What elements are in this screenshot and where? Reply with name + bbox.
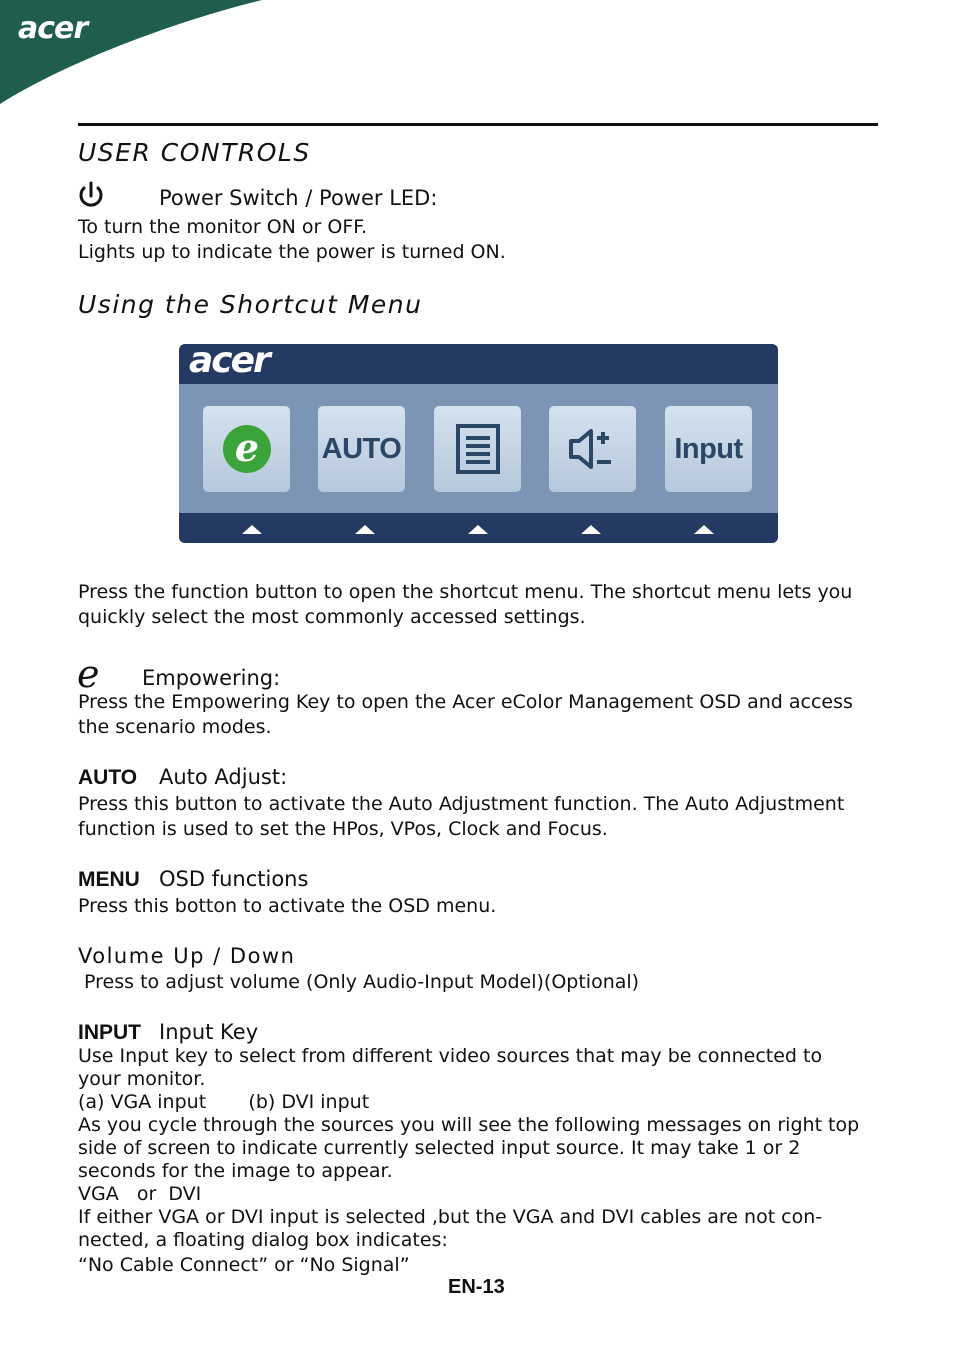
header-rule — [78, 123, 878, 126]
osd-auto-label: AUTO — [321, 432, 402, 465]
input-text-line: seconds for the image to appear. — [78, 1160, 393, 1182]
input-text-line: your monitor. — [78, 1068, 206, 1090]
empowering-text-1: Press the Empowering Key to open the Acer eColor Management OSD and access — [78, 691, 853, 713]
acer-logo: acer — [18, 11, 88, 46]
osd-volume-button[interactable] — [549, 406, 636, 492]
power-text-1: To turn the monitor ON or OFF. — [78, 216, 368, 238]
osd-acer-logo: acer — [189, 344, 269, 381]
input-description — [78, 1045, 859, 1278]
volume-icon — [567, 426, 619, 472]
osd-bottom-bar — [179, 513, 778, 543]
page-title: USER CONTROLS — [78, 138, 311, 167]
input-heading: Input Key — [159, 1020, 259, 1044]
auto-text-2: function is used to set the HPos, VPos, Clock and Focus. — [78, 818, 608, 840]
empowering-heading: Empowering: — [142, 666, 281, 690]
arrow-up-icon — [581, 525, 601, 534]
empowering-text-2: the scenario modes. — [78, 716, 272, 738]
auto-text-1: Press this button to activate the Auto Adjustment function. The Auto Adjustment — [78, 793, 845, 815]
header-corner-band — [0, 0, 270, 110]
input-text-line: Use Input key to select from different video sources that may be connected to — [78, 1045, 823, 1067]
power-text-2: Lights up to indicate the power is turned ON. — [78, 241, 506, 263]
input-text-line: side of screen to indicate currently selected input source. It may take 1 or 2 — [78, 1137, 801, 1159]
auto-key-label: AUTO — [78, 766, 138, 789]
menu-heading: OSD functions — [159, 867, 309, 891]
arrow-up-icon — [242, 525, 262, 534]
osd-auto-button[interactable] — [318, 406, 405, 492]
intro-text-1: Press the function button to open the shortcut menu. The shortcut menu lets you — [78, 581, 853, 603]
power-heading: Power Switch / Power LED: — [159, 186, 438, 210]
osd-menu-button[interactable] — [434, 406, 521, 492]
input-text-line: (a) VGA input (b) DVI input — [78, 1091, 370, 1113]
input-text-line: If either VGA or DVI input is selected ,but the VGA and DVI cables are not con- — [78, 1206, 823, 1228]
auto-heading: Auto Adjust: — [159, 765, 288, 789]
page-number: EN-13 — [448, 1276, 505, 1298]
arrow-up-icon — [468, 525, 488, 534]
osd-input-button[interactable] — [665, 406, 752, 492]
input-text-line: “No Cable Connect” or “No Signal” — [78, 1254, 410, 1276]
input-text-line: nected, a floating dialog box indicates: — [78, 1229, 448, 1251]
power-icon — [77, 181, 105, 211]
input-key-label: INPUT — [78, 1021, 141, 1044]
osd-empowering-button[interactable] — [203, 406, 290, 492]
menu-text-1: Press this botton to activate the OSD menu. — [78, 895, 497, 917]
intro-text-2: quickly select the most commonly accessed settings. — [78, 606, 586, 628]
empowering-e-icon: e — [77, 652, 100, 696]
arrow-up-icon — [694, 525, 714, 534]
osd-input-label: Input — [674, 432, 743, 465]
shortcut-heading: Using the Shortcut Menu — [78, 290, 423, 319]
input-text-line: VGA or DVI — [78, 1183, 202, 1205]
ecolor-e-icon — [221, 423, 273, 475]
volume-text-1: Press to adjust volume (Only Audio-Input Model)(Optional) — [78, 971, 640, 993]
input-text-line: As you cycle through the sources you will see the following messages on right top — [78, 1114, 860, 1136]
menu-key-label: MENU — [78, 868, 140, 891]
menu-list-icon — [455, 423, 501, 475]
arrow-up-icon — [355, 525, 375, 534]
shortcut-menu-osd — [179, 344, 778, 543]
osd-title-bar — [179, 344, 778, 384]
svg-text:e: e — [234, 425, 259, 470]
volume-heading: Volume Up / Down — [78, 944, 296, 968]
